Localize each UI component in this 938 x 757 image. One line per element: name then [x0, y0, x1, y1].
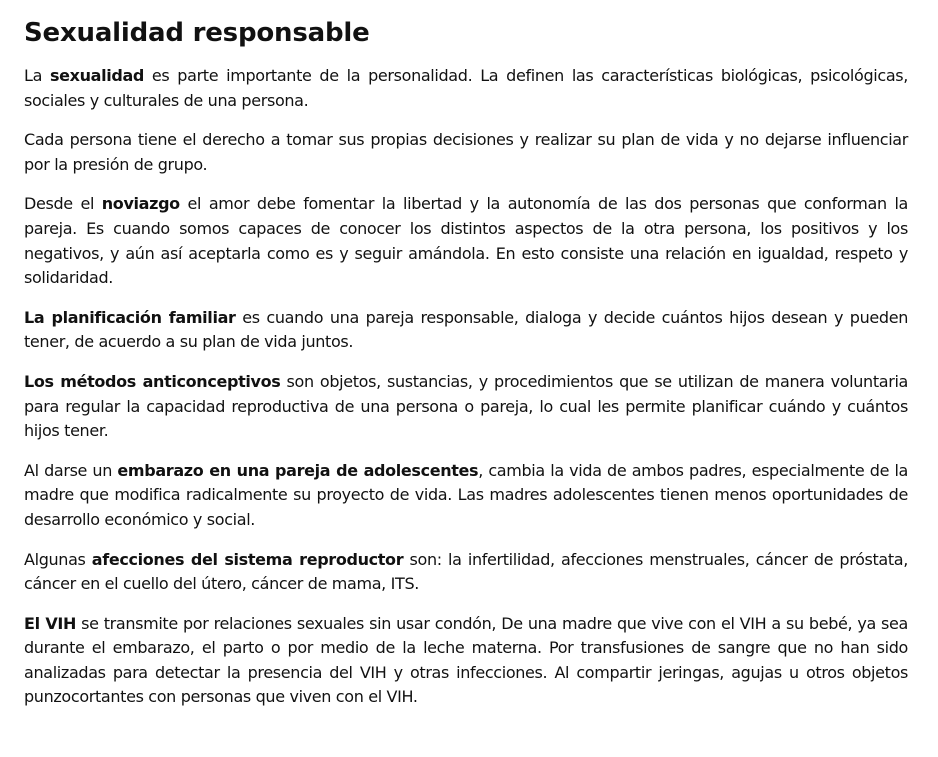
bold-term: La planificación familiar [24, 307, 236, 327]
paragraph-text: el amor debe fomentar la libertad y la autonomía de las dos personas que conforman la pareja. Es cuando somos capaces de conocer los distintos aspectos de la otra persona, los positivos y los negativos, y aún así aceptarla como es y seguir amándola. En esto consiste una relación en igualdad, respeto y solidaridad. [24, 194, 909, 288]
bold-term: Los métodos anticonceptivos [24, 371, 281, 391]
paragraph-text: son objetos, sustancias, y procedimientos que se utilizan de manera voluntaria para regular la capacidad reproductiva de una persona o pareja, lo cual les permite planificar cuándo y cuántos hijos tener. [24, 371, 909, 441]
paragraph-text: son: la infertilidad, afecciones menstruales, cáncer de próstata, cáncer en el cuello del útero, cáncer de mama, ITS. [24, 549, 908, 594]
bold-term: afecciones del sistema reproductor [91, 549, 404, 569]
paragraph-vih [24, 612, 908, 710]
paragraph-text: La [24, 66, 50, 85]
paragraph-embarazo [24, 459, 908, 533]
paragraph-text: Desde el [24, 194, 102, 214]
document-title: Sexualidad responsable [24, 18, 370, 48]
paragraph-noviazgo [24, 192, 908, 290]
paragraph-text: Algunas [24, 549, 92, 569]
paragraph-text: es cuando una pareja responsable, dialoga y decide cuántos hijos desean y pueden tener, de acuerdo a su plan de vida juntos. [24, 307, 908, 352]
paragraph-afecciones [24, 548, 908, 597]
paragraph-text: Cada persona tiene el derecho a tomar sus propias decisiones y realizar su plan de vida y no dejarse influenciar por la presión de grupo. [24, 130, 908, 174]
paragraph-decisiones [24, 128, 908, 177]
bold-term: noviazgo [101, 194, 180, 214]
bold-term: sexualidad [49, 66, 144, 85]
paragraph-text: es parte importante de la personalidad. La definen las características biológicas, psicológicas, sociales y culturales de una persona. [24, 66, 908, 110]
paragraph-metodos [24, 370, 908, 444]
paragraph-text: se transmite por relaciones sexuales sin usar condón, De una madre que vive con el VIH a su bebé, ya sea durante el embarazo, el parto o por medio de la leche materna. Por transfusiones de sangre que no han sido analizadas para detectar la presencia del VIH y otras infecciones. Al compartir jeringas, agujas u otros objetos punzocortantes con personas que viven con el VIH. [24, 613, 908, 707]
paragraph-planificacion [24, 306, 908, 355]
paragraph-text: Al darse un [24, 460, 118, 480]
bold-term: embarazo en una pareja de adolescentes [117, 460, 479, 480]
paragraph-text: , cambia la vida de ambos padres, especialmente de la madre que modifica radicalmente su proyecto de vida. Las madres adolescentes tienen menos oportunidades de desarrollo económico y social. [24, 460, 909, 529]
paragraph-sexualidad [24, 64, 908, 113]
bold-term: El VIH [24, 613, 76, 633]
